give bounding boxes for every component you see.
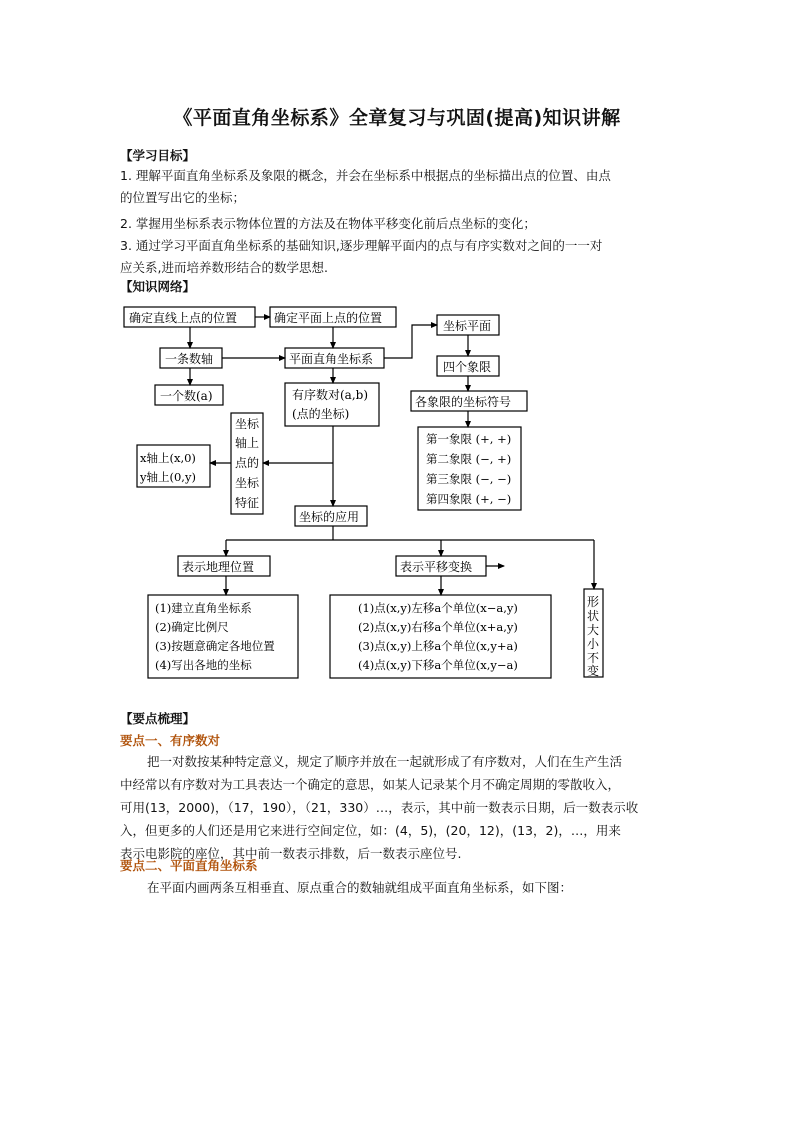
label-x-axis: x轴上(x,0) <box>140 451 196 465</box>
geo-step-1: (1)建立直角坐标系 <box>155 601 252 615</box>
shape-char: 形 <box>587 595 600 609</box>
axis-feature-char: 点 <box>235 456 248 470</box>
label-plane-point: 确定平面上点的位置 <box>274 311 383 325</box>
objectives-heading: 【学习目标】 <box>120 148 196 163</box>
label-q4: 第四象限 (+, −) <box>426 492 512 506</box>
label-ordered-pair-2: (点的坐标) <box>292 407 350 421</box>
geo-step-4: (4)写出各地的坐标 <box>155 658 252 672</box>
axis-feature-char: 特 <box>235 496 248 510</box>
shape-char: 变 <box>587 664 600 678</box>
objective-3-line1: 3. 通过学习平面直角坐标系的基础知识,逐步理解平面内的点与有序实数对之间的一一对 <box>120 238 603 253</box>
shape-char: 不 <box>587 651 600 665</box>
axis-feature-char: 的 <box>247 456 260 470</box>
page-title: 《平面直角坐标系》全章复习与巩固(提高)知识讲解 <box>173 107 621 129</box>
objective-2: 2. 掌握用坐标系表示物体位置的方法及在物体平移变化前后点坐标的变化； <box>120 216 536 231</box>
label-coord-plane: 坐标平面 <box>443 319 492 333</box>
point2-line: 在平面内画两条互相垂直、原点重合的数轴就组成平面直角坐标系，如下图： <box>147 880 573 895</box>
trans-step-2: (2)点(x,y)右移a个单位(x+a,y) <box>358 620 518 634</box>
trans-step-4: (4)点(x,y)下移a个单位(x,y−a) <box>358 658 518 672</box>
objective-1-line1: 1. 理解平面直角坐标系及象限的概念，并会在坐标系中根据点的坐标描出点的位置、由点 <box>120 168 611 183</box>
trans-step-1: (1)点(x,y)左移a个单位(x−a,y) <box>358 601 518 615</box>
network-heading: 【知识网络】 <box>120 279 196 294</box>
point1-line: 表示电影院的座位，其中前一数表示排数，后一数表示座位号. <box>120 846 462 861</box>
point1-line: 可用(13，2000)，（17，190），（21，330）…，表示，其中前一数表示日期，后一数表示收 <box>120 800 639 815</box>
objective-1-line2: 的位置写出它的坐标； <box>120 190 246 205</box>
label-coord-system: 平面直角坐标系 <box>289 352 374 366</box>
point1-line: 中经常以有序数对为工具表达一个确定的意思，如某人记录某个月不确定周期的零散收入， <box>120 777 621 792</box>
label-line-point: 确定直线上点的位置 <box>129 311 238 325</box>
axis-feature-char: 轴 <box>235 436 248 450</box>
trans-step-3: (3)点(x,y)上移a个单位(x,y+a) <box>358 639 518 653</box>
axis-feature-char: 坐 <box>235 417 248 431</box>
label-number-axis: 一条数轴 <box>165 352 214 366</box>
geo-step-3: (3)按题意确定各地位置 <box>155 639 275 653</box>
label-ordered-pair-1: 有序数对(a,b) <box>292 388 369 402</box>
label-four-quadrants: 四个象限 <box>443 360 492 374</box>
label-y-axis: y轴上(0,y) <box>140 470 196 484</box>
key-points-heading: 【要点梳理】 <box>120 711 196 726</box>
label-q1: 第一象限 (+, +) <box>426 432 512 446</box>
point1-title: 要点一、有序数对 <box>120 733 221 748</box>
label-q2: 第二象限 (−, +) <box>426 452 512 466</box>
geo-step-2: (2)确定比例尺 <box>155 620 229 634</box>
label-geo-position: 表示地理位置 <box>182 560 255 574</box>
axis-feature-char: 标 <box>247 476 260 490</box>
axis-feature-char: 征 <box>247 496 260 510</box>
point1-body <box>120 750 680 865</box>
shape-char: 状 <box>587 609 600 623</box>
objective-3-line2: 应关系,进而培养数形结合的数学思想. <box>120 260 328 275</box>
axis-feature-char: 标 <box>247 417 260 431</box>
label-one-number: 一个数(a) <box>160 389 213 403</box>
axis-feature-char: 上 <box>247 436 260 450</box>
shape-char: 小 <box>587 637 600 651</box>
label-quadrant-signs: 各象限的坐标符号 <box>415 395 512 409</box>
shape-char: 大 <box>587 623 600 637</box>
label-q3: 第三象限 (−, −) <box>426 472 512 486</box>
label-application: 坐标的应用 <box>299 510 360 524</box>
point2-title: 要点二、平面直角坐标系 <box>120 858 258 873</box>
label-translation: 表示平移变换 <box>400 560 473 574</box>
axis-feature-char: 坐 <box>235 476 248 490</box>
point1-line: 把一对数按某种特定意义，规定了顺序并放在一起就形成了有序数对，人们在生产生活 <box>147 754 623 769</box>
point1-line: 入，但更多的人们还是用它来进行空间定位，如：(4，5)，(20，12)，(13，2)，…，用来 <box>120 823 621 838</box>
